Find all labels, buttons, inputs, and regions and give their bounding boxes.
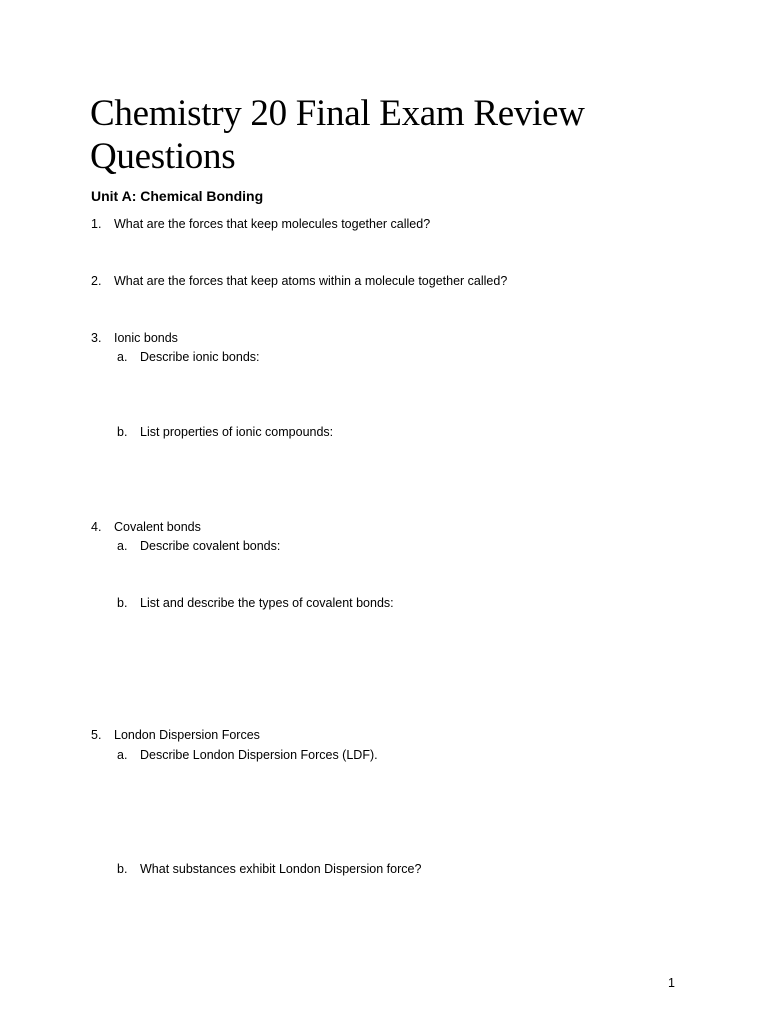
question-number: 5. (91, 728, 102, 742)
subquestion-text: List and describe the types of covalent bonds: (140, 596, 394, 610)
question-number: 1. (91, 217, 102, 231)
subquestion-text: Describe covalent bonds: (140, 539, 281, 553)
question-number: 4. (91, 520, 102, 534)
unit-heading: Unit A: Chemical Bonding (91, 188, 264, 204)
question-text: What are the forces that keep atoms within a molecule together called? (114, 274, 508, 288)
subquestion-label: b. (117, 862, 128, 876)
question-text: Covalent bonds (114, 520, 201, 534)
question-text: London Dispersion Forces (114, 728, 260, 742)
question-text: Ionic bonds (114, 331, 178, 345)
subquestion-label: a. (117, 539, 128, 553)
question-number: 3. (91, 331, 102, 345)
subquestion-label: b. (117, 425, 128, 439)
subquestion-text: What substances exhibit London Dispersion force? (140, 862, 422, 876)
subquestion-text: Describe London Dispersion Forces (LDF). (140, 748, 378, 762)
page-title: Chemistry 20 Final Exam Review Questions (90, 93, 585, 177)
page-number: 1 (668, 976, 675, 990)
subquestion-label: a. (117, 748, 128, 762)
subquestion-text: Describe ionic bonds: (140, 350, 260, 364)
subquestion-text: List properties of ionic compounds: (140, 425, 334, 439)
subquestion-label: b. (117, 596, 128, 610)
question-text: What are the forces that keep molecules together called? (114, 217, 431, 231)
subquestion-label: a. (117, 350, 128, 364)
question-number: 2. (91, 274, 102, 288)
